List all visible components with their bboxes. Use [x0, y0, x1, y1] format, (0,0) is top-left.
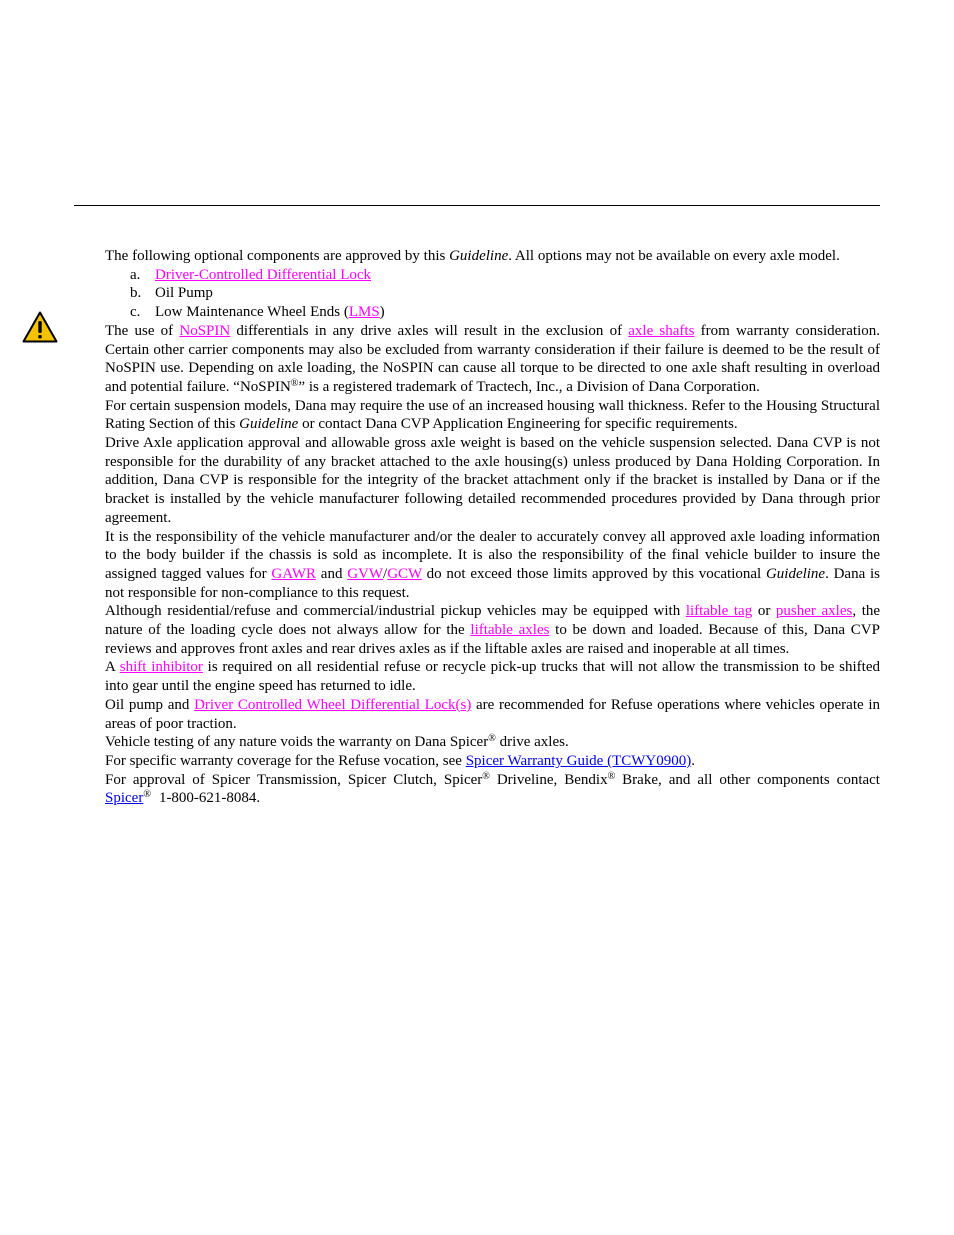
- oil-pump-paragraph: Oil pump and Driver Controlled Wheel Differential Lock(s) are recommended for Refuse operations where vehicles operate in areas of poor traction.: [105, 696, 880, 732]
- suspension-paragraph: For certain suspension models, Dana may require the use of an increased housing wall thickness. Refer to the Housing Structural Rating Section of this Guideline or contact Dana CVP Application Engineering for specific requirements.: [105, 397, 880, 433]
- list-letter: c.: [130, 304, 141, 321]
- list-item: [105, 284, 880, 303]
- shift-inhibitor-paragraph: A shift inhibitor is required on all residential refuse or recycle pick-up trucks that will not allow the transmission to be shifted into gear until the engine speed has returned to idle.: [105, 659, 880, 695]
- header-divider: [74, 205, 880, 206]
- intro-paragraph: The following optional components are approved by this Guideline. All options may not be available on every axle model.: [105, 248, 840, 264]
- axle-shafts-link[interactable]: axle shafts: [628, 322, 695, 339]
- list-letter: a.: [130, 266, 141, 283]
- document-body: [105, 247, 880, 808]
- responsibility-paragraph: It is the responsibility of the vehicle manufacturer and/or the dealer to accurately convey all approved axle loading information to the body builder if the chassis is sold as incomplete. It is also the responsibility of the final vehicle builder to insure the assigned tagged values for GAWR and GVW/GCW do not exceed those limits approved by this vocational Guideline. Dana is not responsible for non-compliance to this request.: [105, 528, 880, 601]
- component-approval-paragraph: For approval of Spicer Transmission, Spicer Clutch, Spicer® Driveline, Bendix® Brake, and all other components contact Spicer® 1-800-621-8084.: [105, 770, 880, 807]
- residential-refuse-paragraph: Although residential/refuse and commercial/industrial pickup vehicles may be equipped with liftable tag or pusher axles, the nature of the loading cycle does not always allow for the liftable axles to be down and loaded. Because of this, Dana CVP reviews and approves front axles and rear drives axles as if the liftable axles are raised and inoperable at all times.: [105, 603, 881, 657]
- liftable-axles-link[interactable]: liftable axles: [470, 622, 550, 639]
- nospin-paragraph: The use of NoSPIN differentials in any drive axles will result in the exclusion of axle shafts from warranty consideration. Certain other carrier components may also be excluded from warranty consideration if their failure is deemed to be the result of NoSPIN use. Depending on axle loading, the NoSPIN can cause all torque to be directed to one axle shaft resulting in overload and potential failure. “NoSPIN®” is a registered trademark of Tractech, Inc., a Division of Dana Corporation.: [105, 322, 881, 395]
- lms-link[interactable]: LMS: [348, 304, 380, 321]
- list-letter: b.: [130, 285, 142, 302]
- spicer-link[interactable]: Spicer: [105, 790, 144, 807]
- vehicle-testing-paragraph: Vehicle testing of any nature voids the warranty on Dana Spicer® drive axles.: [105, 733, 569, 751]
- list-item: c. Low Maintenance Wheel Ends (LMS): [130, 304, 385, 321]
- nospin-link[interactable]: NoSPIN: [179, 322, 231, 339]
- liftable-tag-link[interactable]: liftable tag: [685, 603, 753, 620]
- shift-inhibitor-link[interactable]: shift inhibitor: [119, 659, 203, 676]
- optional-components-list: [105, 266, 880, 322]
- driver-controlled-differential-lock-link[interactable]: Driver-Controlled Differential Lock: [155, 266, 372, 283]
- spicer-warranty-guide-link[interactable]: Spicer Warranty Guide (TCWY0900): [465, 752, 692, 769]
- gcw-link[interactable]: GCW: [387, 565, 422, 582]
- warranty-coverage-paragraph: For specific warranty coverage for the Refuse vocation, see Spicer Warranty Guide (TCWY0900).: [105, 752, 695, 769]
- warning-triangle-icon: [22, 311, 58, 343]
- drive-axle-paragraph: Drive Axle application approval and allowable gross axle weight is based on the vehicle suspension selected. Dana CVP is not responsible for the durability of any bracket attached to the axle housing(s) unless produced by Dana Holding Corporation. In addition, Dana CVP is responsible for the integrity of the bracket attachment only if the bracket is installed by Dana or if the bracket is installed by the vehicle manufacturer following detailed recommended procedures provided by Dana through prior agreement.: [105, 435, 880, 526]
- oil-pump-item: Oil Pump: [155, 285, 213, 302]
- gawr-link[interactable]: GAWR: [271, 565, 317, 582]
- gvw-link[interactable]: GVW: [347, 565, 384, 582]
- phone-number: 1-800-621-8084.: [158, 790, 261, 807]
- list-item: [105, 266, 880, 285]
- driver-controlled-wheel-differential-lock-link[interactable]: Driver Controlled Wheel Differential Lock(s): [194, 696, 472, 713]
- pusher-axles-link[interactable]: pusher axles: [775, 603, 853, 620]
